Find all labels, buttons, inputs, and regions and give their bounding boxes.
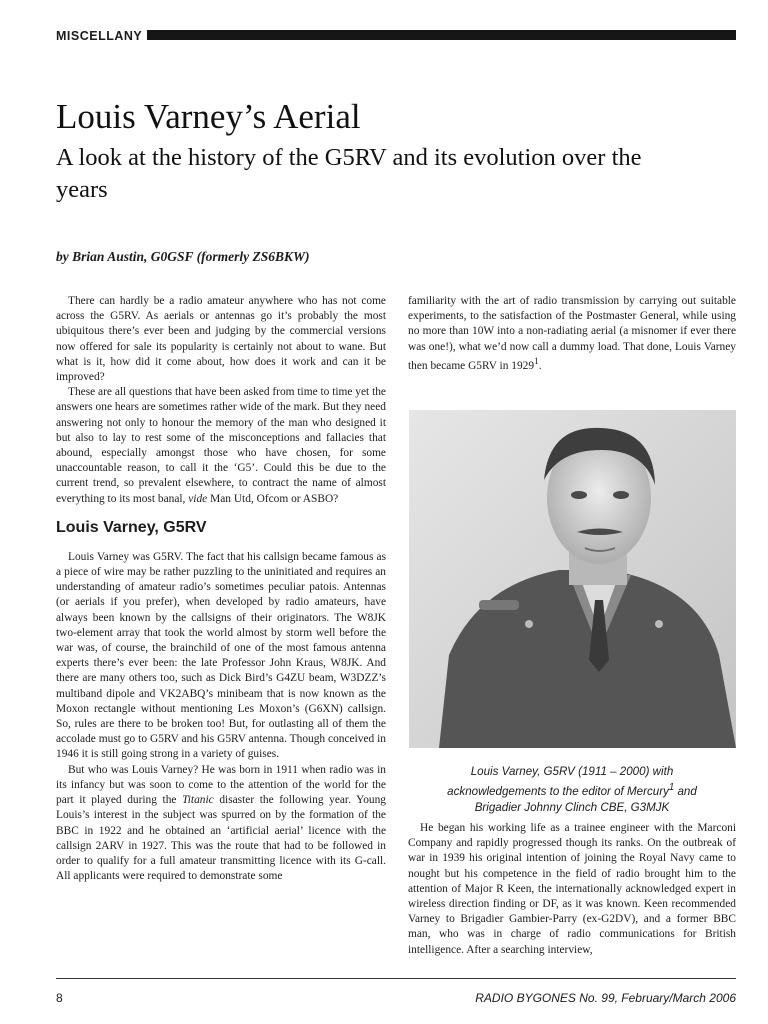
section-heading-louis-varney: Louis Varney, G5RV: [56, 518, 207, 536]
article-byline: by Brian Austin, G0GSF (formerly ZS6BKW): [56, 249, 310, 264]
caption-line-2: [408, 780, 736, 800]
section-p2-end: disaster the following year. Young Louis’s interest in the subject was spurred on by the formation of the BBC in 1922 and he obtained an ‘artificial aerial’ licence with the callsign 2ARV in 1927. This was the route that had to be followed in order to qualify for a full amateur transmitting licence with its G-call. All applicants were required to demonstrate some: [56, 794, 386, 883]
caption-line-2-end: and: [677, 784, 697, 798]
intro-paragraph-1: There can hardly be a radio amateur anywhere who has not come across the G5RV. As aerials or antennas go it’s probably the most ubiquitous there’s ever been and judging by the commercial versions now offered for sale its popularity is certainly not about to wane. But what is it, how did it come about, how does it work and can it be improved?: [56, 295, 386, 384]
right-column-top: [408, 294, 736, 374]
footnote-mark: 1: [534, 356, 539, 367]
intro-paragraph-2: [56, 385, 386, 507]
right-column-bottom: [408, 821, 736, 958]
section-paragraph-1: Louis Varney was G5RV. The fact that his callsign became famous as a piece of wire may be rather puzzling to the uninitiated and requires an understanding of amateur radio’s sometimes peculiar patois. Antennas (or aerials if you prefer), when developed by radio amateurs, have always been known by the callsigns of their originators. The W8JK two-element array that took the world almost by storm well before the war was, of course, the brainchild of one of the most famous antenna experts there’s ever been: the late Professor John Kraus, W8JK. And there are many others too, such as Dick Bird’s G4ZU beam, W3DZZ’s multiband dipole and VK2ABQ’s minibeam that is now known as the Moxon rectangle without mentioning Les Moxon’s (G6XN) callsign. So, rules are there to be broken too! But, for outlasting all of them the accolade must go to G5RV and his G5RV antenna. Though conceived in 1946 it is still going strong in a variety of guises.: [56, 550, 386, 761]
portrait-illustration: [409, 410, 736, 748]
section-paragraph-2: [56, 763, 386, 885]
article-subtitle: A look at the history of the G5RV and its evolution over the years: [56, 144, 642, 203]
caption-line-1: Louis Varney, G5RV (1911 – 2000) with: [470, 765, 674, 778]
caption-footnote-mark: 1: [668, 782, 675, 793]
intro-p2-vide: vide: [188, 492, 208, 505]
section-p2-start: But who was Louis Varney? He was born in 1911 when radio was in its infancy but was soon to come to the attention of the world for the part it played during the: [56, 763, 386, 807]
header-rule-bar: [147, 30, 736, 40]
page-number: 8: [56, 991, 63, 1005]
portrait-photo: [409, 410, 736, 748]
page-header: [56, 29, 736, 43]
photo-caption: [408, 764, 736, 816]
caption-line-3: Brigadier Johnny Clinch CBE, G3MJK: [474, 800, 670, 814]
continuation-paragraph: familiarity with the art of radio transmission by carrying out suitable experiments, to the satisfaction of the Postmaster General, while using no more than 10W into a non-radiating aerial (a misnomer if ever there was one!), what we’d now call a dummy load. That done, Louis Varney then became G5RV in 1929$^1$.: [408, 295, 736, 372]
footer-rule: [56, 978, 736, 979]
article-title: Louis Varney’s Aerial: [56, 97, 361, 136]
publication-line: RADIO BYGONES No. 99, February/March 2006: [475, 991, 736, 1005]
caption-mercury: Mercury: [627, 784, 669, 798]
career-paragraph: He began his working life as a trainee engineer with the Marconi Company and rapidly progressed though its ranks. On the outbreak of war in 1939 his original intention of joining the Royal Navy came to nought but his competence in the field of radio brought him to the attention of Major R Keen, the internationally acknowledged expert in wireless direction finding or DF, as it was known. Keen recommended Varney to Brigadier Gambier-Parry (ex-G2DV), and a former BBC man, who was in charge of radio communications for British intelligence. After a searching interview,: [408, 822, 736, 956]
caption-line-2-start: acknowledgements to the editor of: [447, 784, 624, 798]
section-label: MISCELLANY: [56, 29, 143, 43]
intro-p2-text: These are all questions that have been asked from time to time yet the answers one hears are sometimes rather wide of the mark. But they need answering not only to honour the memory of the man who designed it but also to lay to rest some of the misconceptions and fallacies that abound, especially amongst those who have chosen, for some unaccountable reason, to call it the ‘G5’. Could this be due to the current trend, so prevalent elsewhere, to contract the name of almost everything to its most banal,: [56, 386, 386, 505]
left-column: [56, 294, 386, 884]
titanic-italic: Titanic: [182, 794, 214, 807]
intro-p2-end: Man Utd, Ofcom or ASBO?: [210, 492, 339, 505]
continuation-text: familiarity with the art of radio transmission by carrying out suitable experiments, to the satisfaction of the Postmaster General, while using no more than 10W into a non-radiating aerial (a misnomer if ever there was one!), what we’d now call a dummy load. That done, Louis Varney then became G5RV in 1929: [408, 295, 736, 372]
